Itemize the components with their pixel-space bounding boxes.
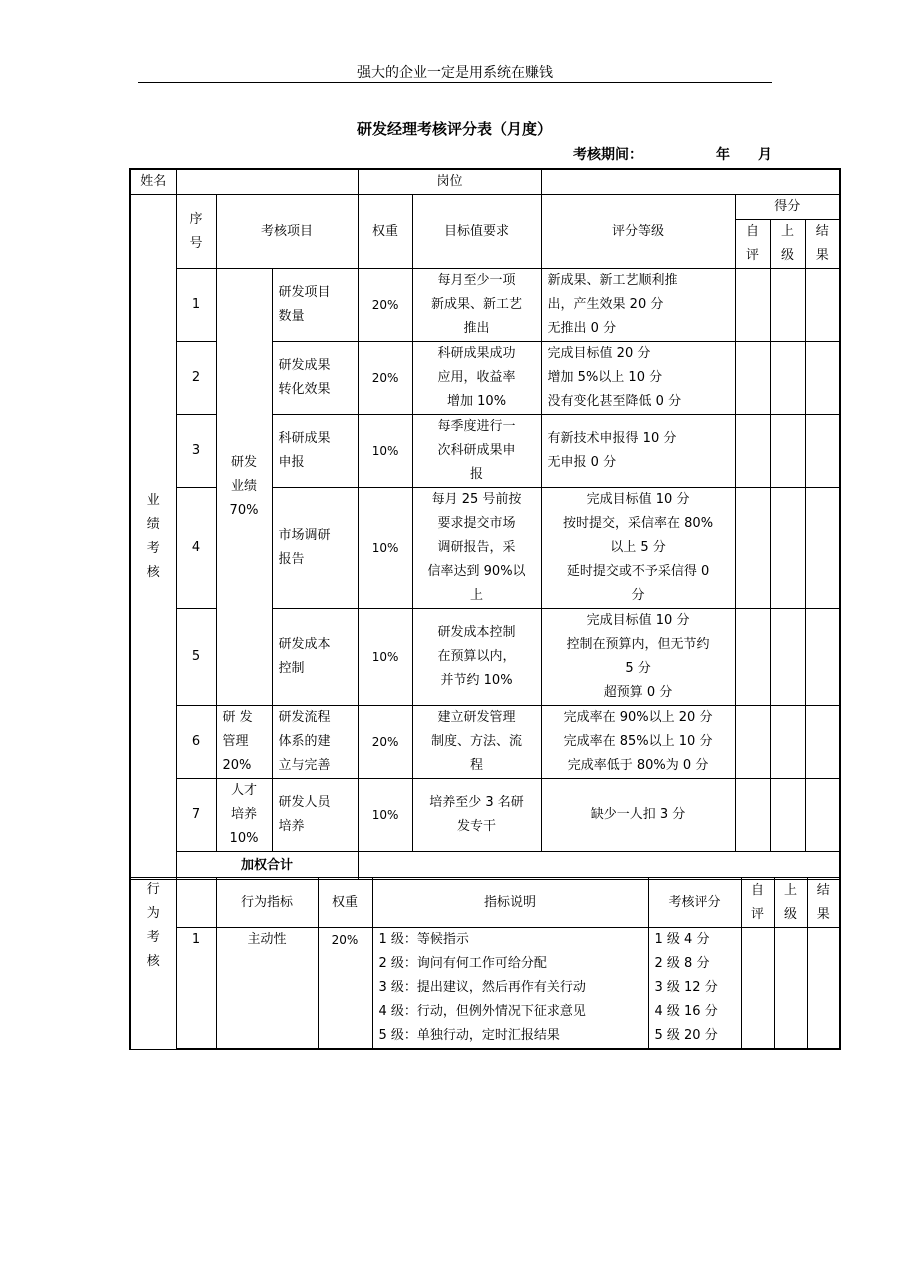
row-4-result[interactable] xyxy=(805,488,840,609)
behavior-row-1-description: 1 级：等候指示 2 级：询问有何工作可给分配 3 级：提出建议，然后再作有关行动 4 级：行动，但例外情况下征求意见 5 级：单独行动，定时汇报结果 xyxy=(372,928,648,1050)
row-7-target: 培养至少 3 名研 发专干 xyxy=(412,779,541,852)
row-1-weight: 20% xyxy=(358,269,412,342)
row-7-item: 研发人员 培养 xyxy=(272,779,358,852)
behavior-row-1-evaluation: 1 级 4 分 2 级 8 分 3 级 12 分 4 级 16 分 5 级 20 分 xyxy=(648,928,741,1050)
row-3-result[interactable] xyxy=(805,415,840,488)
performance-table xyxy=(129,168,841,880)
row-5-target: 研发成本控制 在预算以内， 并节约 10% xyxy=(412,609,541,706)
period-label: 考核期间： xyxy=(573,147,643,163)
document-title: 研发经理考核评分表（月度） xyxy=(356,120,552,138)
page-header xyxy=(138,60,772,83)
row-5-result[interactable] xyxy=(805,609,840,706)
row-6-seq: 6 xyxy=(176,706,216,779)
self-eval-header: 自 评 xyxy=(735,220,770,269)
behavior-weight-header: 权重 xyxy=(318,878,372,928)
behavior-seq-header xyxy=(176,878,216,928)
row-4-weight: 10% xyxy=(358,488,412,609)
behavior-section-label: 行 为 考 核 xyxy=(130,878,176,1050)
behavior-row-1-superior-score[interactable] xyxy=(774,928,807,1050)
row-1-target: 每月至少一项 新成果、新工艺 推出 xyxy=(412,269,541,342)
name-field[interactable] xyxy=(176,169,358,195)
row-6-item: 研发流程 体系的建 立与完善 xyxy=(272,706,358,779)
result-header: 结 果 xyxy=(805,220,840,269)
row-6-weight: 20% xyxy=(358,706,412,779)
row-2-self-score[interactable] xyxy=(735,342,770,415)
row-7-result[interactable] xyxy=(805,779,840,852)
behavior-table xyxy=(129,877,841,1050)
behavior-self-header: 自 评 xyxy=(741,878,774,928)
row-1-result[interactable] xyxy=(805,269,840,342)
description-header: 指标说明 xyxy=(372,878,648,928)
behavior-row-1-seq: 1 xyxy=(176,928,216,1050)
row-4-grade: 完成目标值 10 分 按时提交，采信率在 80% 以上 5 分 延时提交或不予采信得 0 分 xyxy=(541,488,735,609)
position-label: 岗位 xyxy=(358,169,541,195)
row-3-seq: 3 xyxy=(176,415,216,488)
row-1-item: 研发项目 数量 xyxy=(272,269,358,342)
row-2-weight: 20% xyxy=(358,342,412,415)
row-5-grade: 完成目标值 10 分 控制在预算内，但无节约 5 分 超预算 0 分 xyxy=(541,609,735,706)
category-rd-performance: 研发 业绩 70% xyxy=(216,269,272,706)
row-4-self-score[interactable] xyxy=(735,488,770,609)
score-header: 得分 xyxy=(735,195,840,220)
row-1-superior-score[interactable] xyxy=(770,269,805,342)
row-1-grade: 新成果、新工艺顺利推 出，产生效果 20 分 无推出 0 分 xyxy=(541,269,735,342)
row-2-superior-score[interactable] xyxy=(770,342,805,415)
weighted-total-value[interactable] xyxy=(358,852,840,880)
row-5-superior-score[interactable] xyxy=(770,609,805,706)
period-month-label: 月 xyxy=(758,147,772,163)
position-field[interactable] xyxy=(541,169,840,195)
page-header-text: 强大的企业一定是用系统在赚钱 xyxy=(357,65,553,81)
row-5-self-score[interactable] xyxy=(735,609,770,706)
behavior-row-1-weight: 20% xyxy=(318,928,372,1050)
row-7-superior-score[interactable] xyxy=(770,779,805,852)
row-3-weight: 10% xyxy=(358,415,412,488)
behavior-row-1-result[interactable] xyxy=(807,928,840,1050)
row-7-seq: 7 xyxy=(176,779,216,852)
row-6-grade: 完成率在 90%以上 20 分 完成率在 85%以上 10 分 完成率低于 80%为 0 分 xyxy=(541,706,735,779)
behavior-row-1-indicator: 主动性 xyxy=(216,928,318,1050)
row-6-target: 建立研发管理 制度、方法、流 程 xyxy=(412,706,541,779)
weight-header: 权重 xyxy=(358,195,412,269)
name-label: 姓名 xyxy=(130,169,176,195)
row-3-grade: 有新技术申报得 10 分 无申报 0 分 xyxy=(541,415,735,488)
row-2-result[interactable] xyxy=(805,342,840,415)
row-4-superior-score[interactable] xyxy=(770,488,805,609)
target-header: 目标值要求 xyxy=(412,195,541,269)
row-7-grade: 缺少一人扣 3 分 xyxy=(541,779,735,852)
row-1-self-score[interactable] xyxy=(735,269,770,342)
behavior-row-1-self-score[interactable] xyxy=(741,928,774,1050)
category-rd-management: 研 发 管理 20% xyxy=(216,706,272,779)
indicator-header: 行为指标 xyxy=(216,878,318,928)
perf-section-label: 业 绩 考 核 xyxy=(130,195,176,880)
evaluation-header: 考核评分 xyxy=(648,878,741,928)
row-4-seq: 4 xyxy=(176,488,216,609)
row-2-item: 研发成果 转化效果 xyxy=(272,342,358,415)
seq-header: 序 号 xyxy=(176,195,216,269)
weighted-total-label: 加权合计 xyxy=(176,852,358,880)
behavior-superior-header: 上 级 xyxy=(774,878,807,928)
row-3-target: 每季度进行一 次科研成果申 报 xyxy=(412,415,541,488)
grade-header: 评分等级 xyxy=(541,195,735,269)
row-3-item: 科研成果 申报 xyxy=(272,415,358,488)
behavior-result-header: 结 果 xyxy=(807,878,840,928)
row-2-target: 科研成果成功 应用，收益率 增加 10% xyxy=(412,342,541,415)
row-7-weight: 10% xyxy=(358,779,412,852)
row-3-self-score[interactable] xyxy=(735,415,770,488)
row-4-target: 每月 25 号前按 要求提交市场 调研报告，采 信率达到 90%以 上 xyxy=(412,488,541,609)
row-6-self-score[interactable] xyxy=(735,706,770,779)
row-6-superior-score[interactable] xyxy=(770,706,805,779)
row-6-result[interactable] xyxy=(805,706,840,779)
row-5-item: 研发成本 控制 xyxy=(272,609,358,706)
row-7-self-score[interactable] xyxy=(735,779,770,852)
category-talent: 人才 培养 10% xyxy=(216,779,272,852)
row-1-seq: 1 xyxy=(176,269,216,342)
superior-header: 上 级 xyxy=(770,220,805,269)
row-3-superior-score[interactable] xyxy=(770,415,805,488)
row-2-grade: 完成目标值 20 分 增加 5%以上 10 分 没有变化甚至降低 0 分 xyxy=(541,342,735,415)
row-4-item: 市场调研 报告 xyxy=(272,488,358,609)
row-5-seq: 5 xyxy=(176,609,216,706)
item-header: 考核项目 xyxy=(216,195,358,269)
period-year-label: 年 xyxy=(716,147,730,163)
row-5-weight: 10% xyxy=(358,609,412,706)
row-2-seq: 2 xyxy=(176,342,216,415)
